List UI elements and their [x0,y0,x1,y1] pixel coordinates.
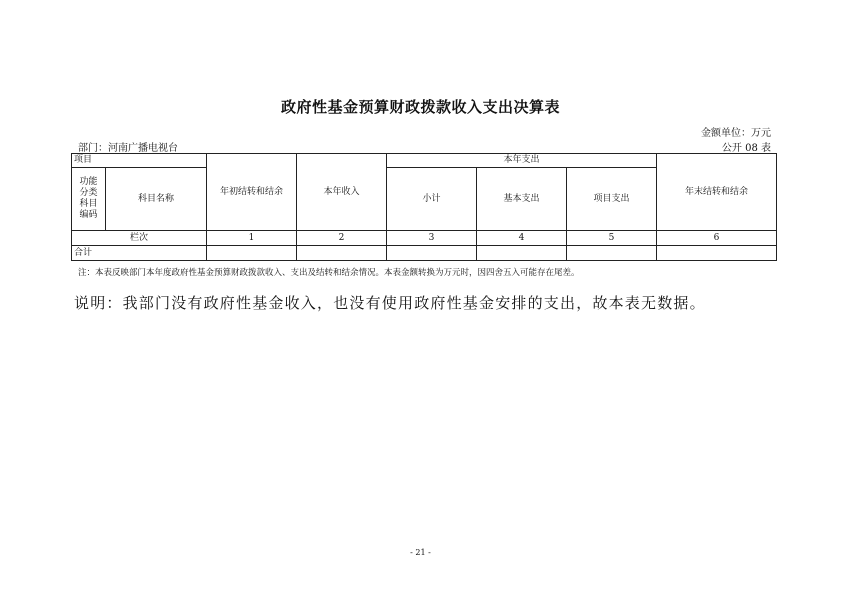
page-title: 政府性基金预算财政拨款收入支出决算表 [280,98,560,116]
header-func-code [72,168,106,231]
fund-budget-table [71,153,777,261]
explanation-text: 说明：我部门没有政府性基金收入，也没有使用政府性基金安排的支出，故本表无数据。 [74,294,706,312]
amount-unit: 金额单位：万元 [701,128,771,139]
header-subject-name: 科目名称 [106,168,207,231]
header-year-income: 本年收入 [297,154,387,231]
total-cell [567,246,657,261]
column-number: 1 [207,231,297,246]
column-number: 4 [477,231,567,246]
header-year-expense: 本年支出 [387,154,657,168]
page-number: - 21 - [410,548,431,557]
func-code-line: 编码 [79,210,98,220]
func-code-line: 科目 [79,199,98,209]
total-cell [387,246,477,261]
total-cell [477,246,567,261]
header-basic-expense: 基本支出 [477,168,567,231]
column-number: 5 [567,231,657,246]
header-project-expense: 项目支出 [567,168,657,231]
row-index-label: 栏次 [72,231,207,246]
total-cell [657,246,777,261]
header-project: 项目 [72,154,207,168]
table-note: 注：本表反映部门本年度政府性基金预算财政拨款收入、支出及结转和结余情况。本表金额转换为万元时，因四舍五入可能存在尾差。 [78,268,580,278]
func-code-line: 分类 [79,188,98,198]
header-end-balance: 年末结转和结余 [657,154,777,231]
header-begin-balance: 年初结转和结余 [207,154,297,231]
total-cell [297,246,387,261]
total-label: 合计 [72,246,207,261]
table-number: 公开 08 表 [721,143,771,154]
total-cell [207,246,297,261]
column-number: 6 [657,231,777,246]
column-number: 2 [297,231,387,246]
func-code-line: 功能 [79,177,98,187]
column-number: 3 [387,231,477,246]
header-subtotal: 小计 [387,168,477,231]
department-label: 部门：河南广播电视台 [78,143,178,154]
